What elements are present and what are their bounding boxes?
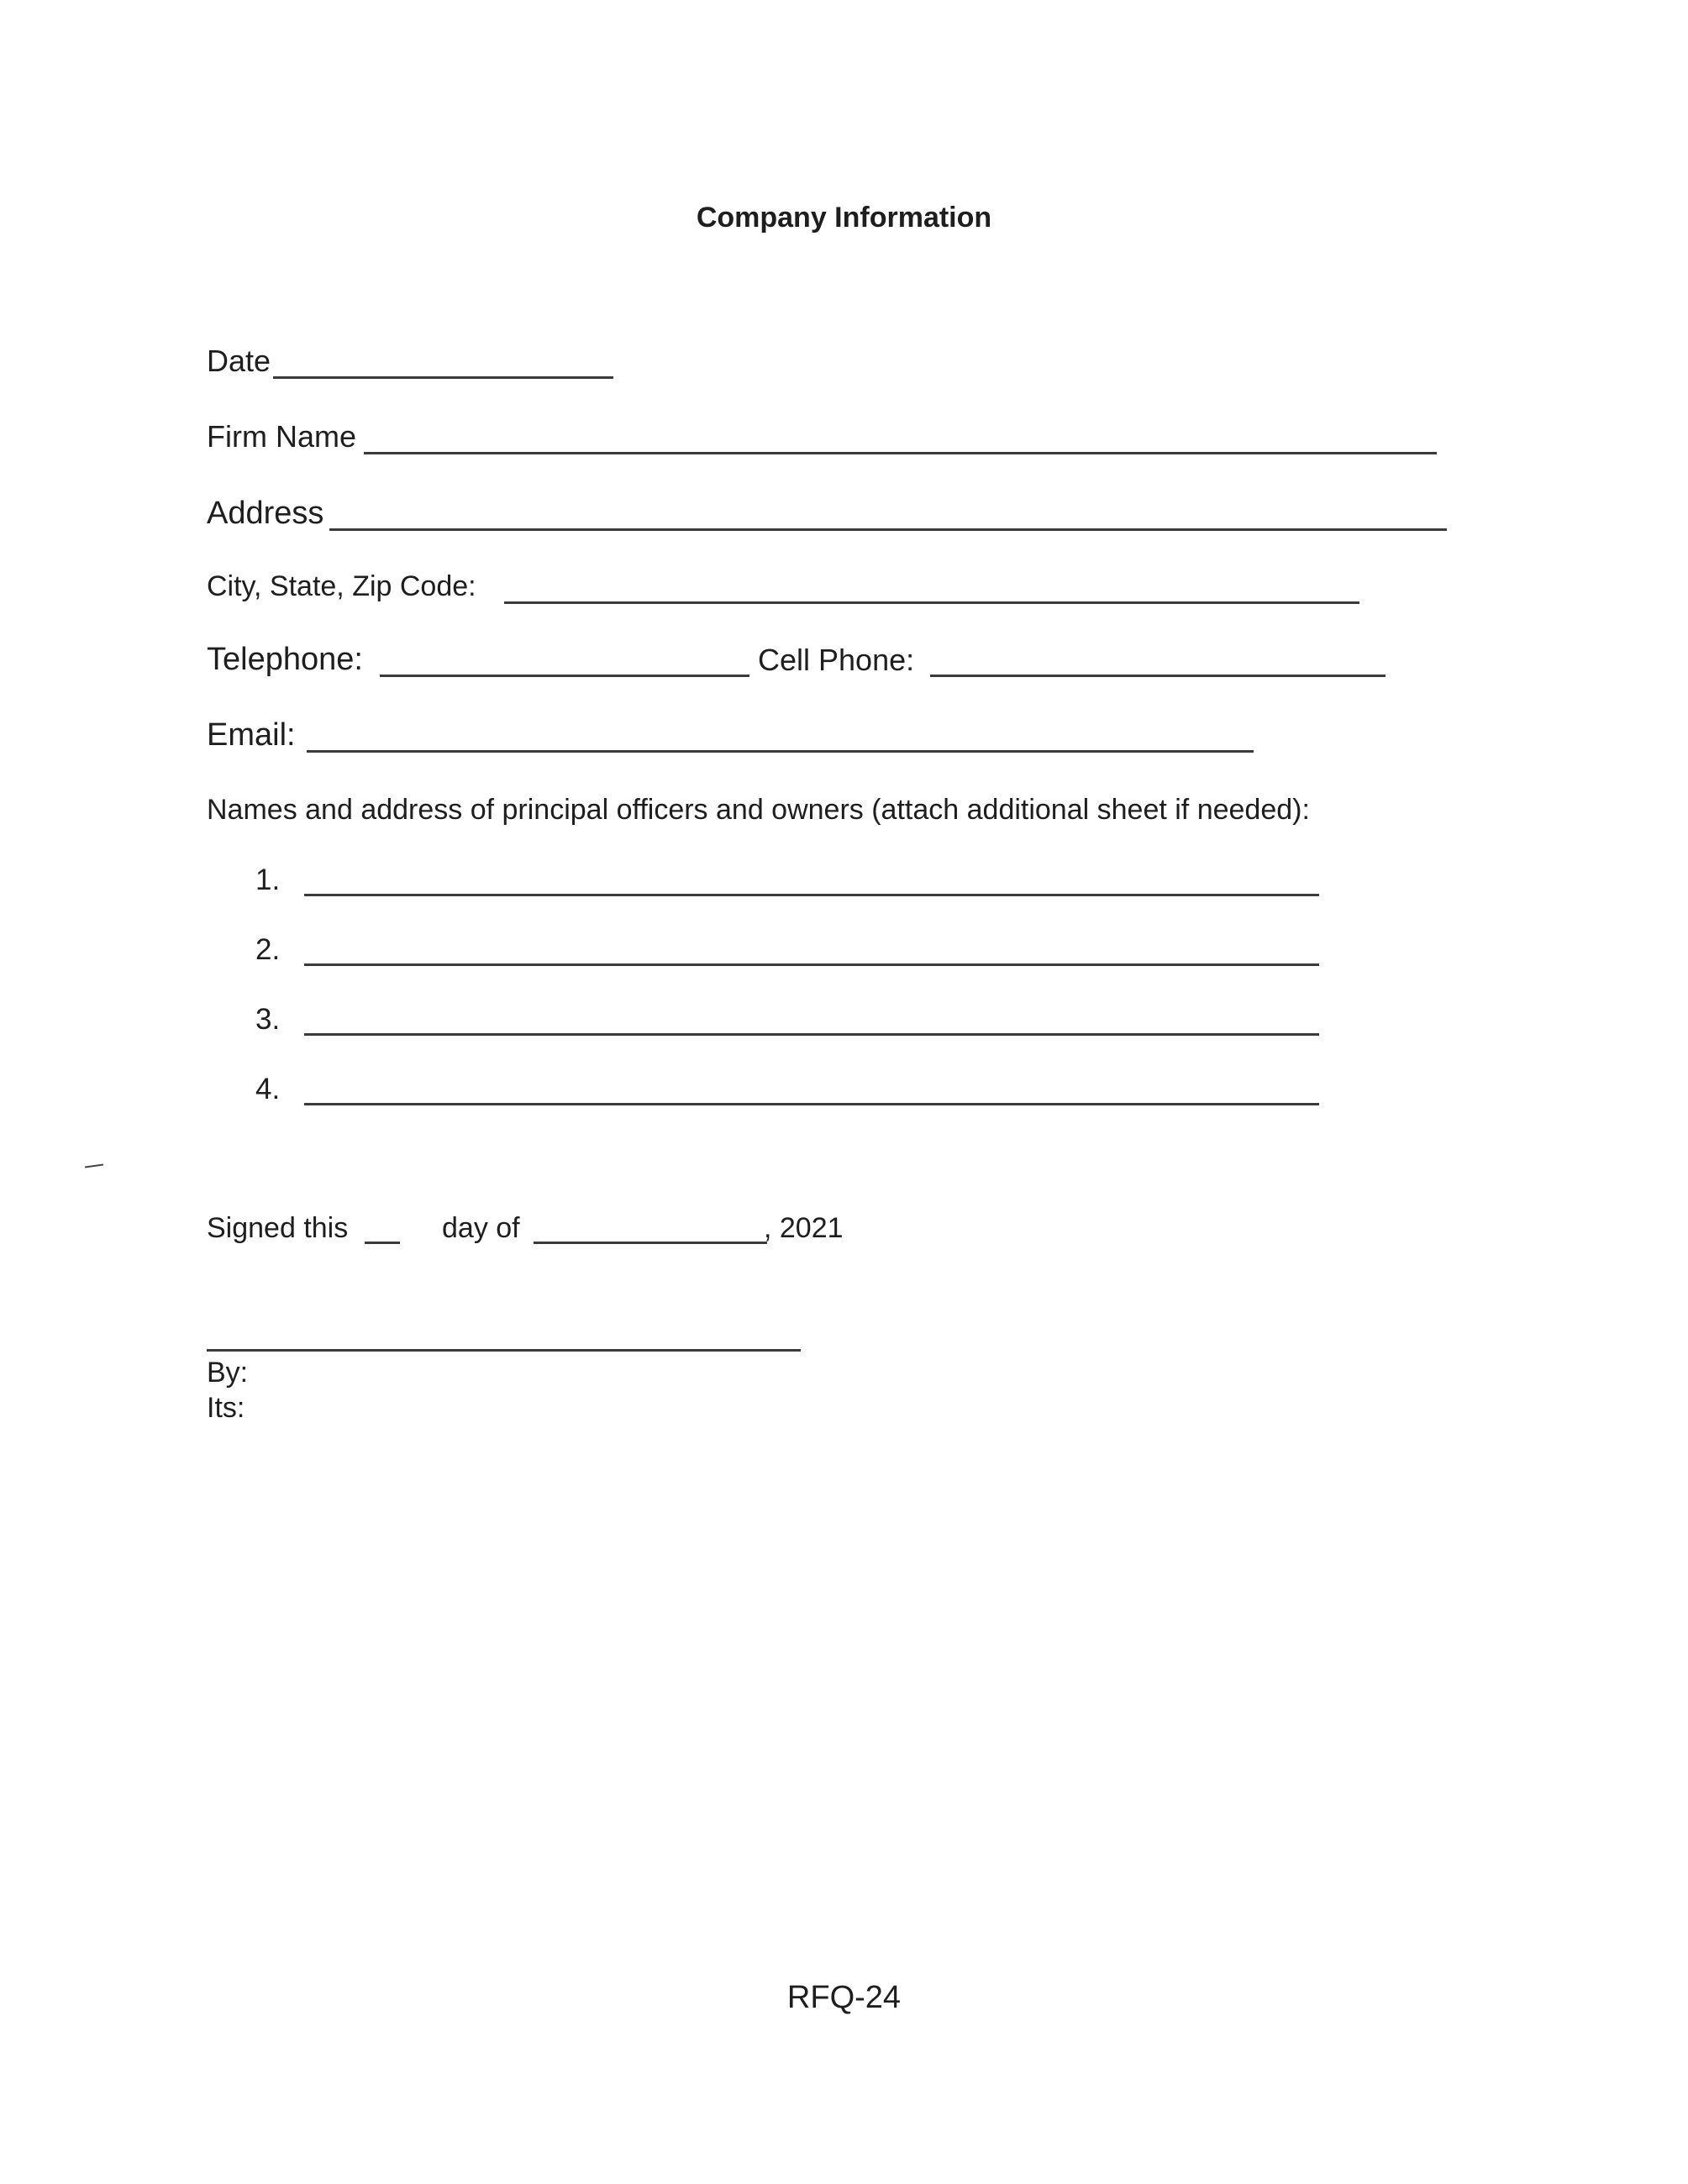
officer-field-2[interactable] [304, 963, 1319, 966]
officer-number-4: 4. [255, 1073, 281, 1105]
officer-number-1: 1. [255, 864, 281, 896]
address-label: Address [207, 496, 324, 531]
signed-year: , 2021 [764, 1212, 844, 1244]
cell-phone-label: Cell Phone: [758, 643, 915, 677]
email-label: Email: [207, 717, 296, 753]
officer-number-2: 2. [255, 933, 281, 966]
officer-number-3: 3. [255, 1003, 281, 1036]
its-label: Its: [207, 1392, 245, 1424]
email-field[interactable] [307, 750, 1254, 753]
signed-prefix: Signed this [207, 1212, 349, 1244]
telephone-label: Telephone: [207, 642, 363, 677]
city-state-zip-label: City, State, Zip Code: [207, 570, 476, 602]
telephone-field[interactable] [380, 675, 749, 677]
date-field[interactable] [273, 376, 613, 379]
firm-name-field[interactable] [364, 452, 1437, 454]
officer-field-3[interactable] [304, 1033, 1319, 1036]
officer-field-4[interactable] [304, 1103, 1319, 1105]
signed-day-of: day of [442, 1212, 520, 1244]
city-state-zip-field[interactable] [504, 601, 1359, 604]
officer-field-1[interactable] [304, 894, 1319, 896]
page-title: Company Information [696, 202, 992, 234]
signed-day-field[interactable] [365, 1242, 400, 1244]
date-label: Date [207, 344, 271, 378]
signed-month-field[interactable] [534, 1242, 767, 1244]
signature-field[interactable] [207, 1349, 801, 1352]
by-label: By: [207, 1357, 249, 1389]
cell-phone-field[interactable] [930, 675, 1386, 677]
page-number: RFQ-24 [786, 1980, 902, 2015]
firm-name-label: Firm Name [207, 419, 356, 454]
officers-prompt: Names and address of principal officers and owners (attach additional sheet if needed): [207, 794, 1310, 826]
address-field[interactable] [329, 528, 1447, 531]
scan-mark [85, 1163, 103, 1168]
